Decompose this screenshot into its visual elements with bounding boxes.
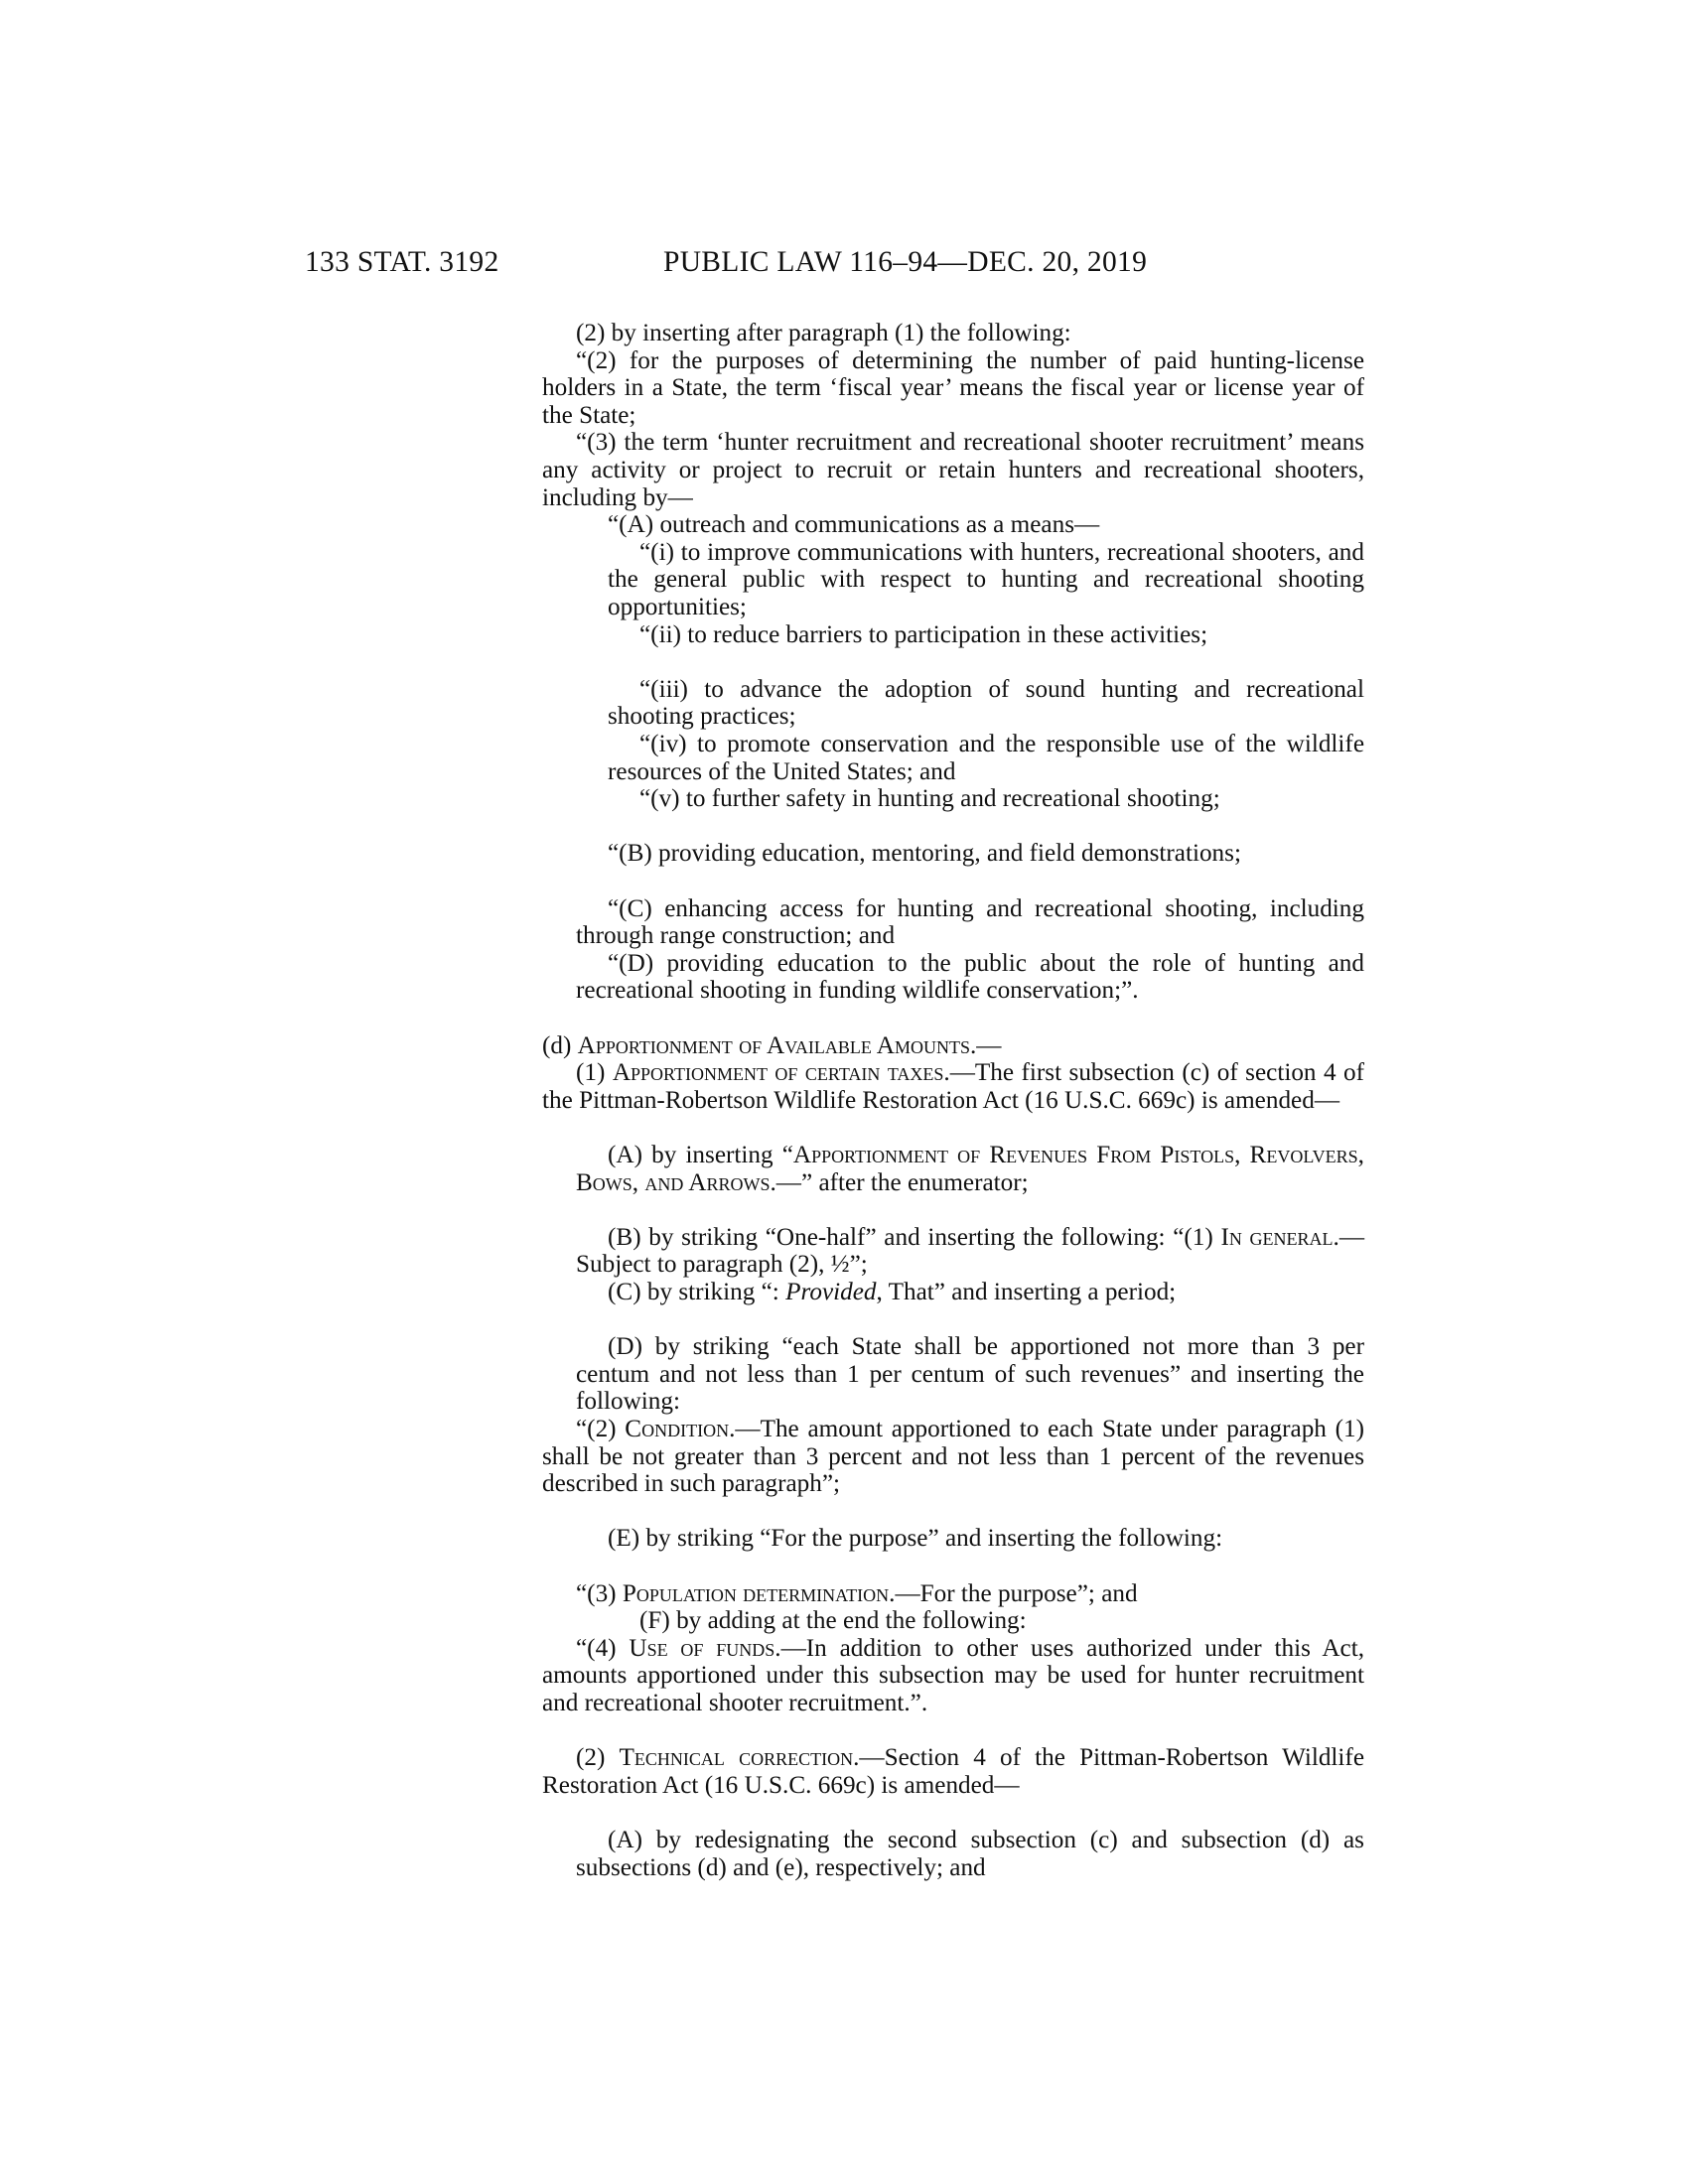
paragraph: (1) Apportionment of certain taxes.—The first subsection (c) of section 4 of the Pittman-Robertson Wildlife Restoration Act (16 U.S.C. 669c) is amended— [542, 1059, 1365, 1114]
paragraph: “(C) enhancing access for hunting and recreational shooting, including through range construction; and [576, 894, 1364, 950]
paragraph: “(iv) to promote conservation and the responsible use of the wildlife resources of the United States; and [608, 731, 1364, 785]
paragraph: (B) by striking “One-half” and inserting the following: “(1) In general.—Subject to paragraph (2), ½”; [576, 1223, 1365, 1279]
paragraph: (C) by striking “: Provided, That” and inserting a period; [608, 1279, 1177, 1305]
paragraph: (F) by adding at the end the following: [639, 1607, 1027, 1635]
page-header [0, 246, 1688, 286]
paragraph: (2) Technical correction.—Section 4 of the Pittman-Robertson Wildlife Restoration Act (16 U.S.C. 669c) is amended— [542, 1744, 1364, 1799]
paragraph: “(D) providing education to the public about the role of hunting and recreational shooting in funding wildlife conservation;”. [576, 949, 1364, 1005]
paragraph: “(B) providing education, mentoring, and field demonstrations; [608, 840, 1241, 868]
paragraph: “(iii) to advance the adoption of sound hunting and recreational shooting practices; [608, 675, 1364, 731]
paragraph: “(3) the term ‘hunter recruitment and recreational shooter recruitment’ means any activity or project to recruit or retain hunters and recreational shooters, including by— [542, 429, 1364, 511]
paragraph: (2) by inserting after paragraph (1) the following: [576, 320, 1071, 346]
statute-page-number: 133 STAT. 3192 [305, 246, 499, 278]
paragraph: “(2) Condition.—The amount apportioned to each State under paragraph (1) shall be not greater than 3 percent and not less than 1 percent of the revenues described in such paragraph”; [542, 1416, 1364, 1498]
paragraph: “(v) to further safety in hunting and recreational shooting; [639, 785, 1220, 813]
paragraph: (A) by redesignating the second subsection (c) and subsection (d) as subsections (d) and (e), respectively; and [576, 1827, 1364, 1881]
paragraph: (E) by striking “For the purpose” and inserting the following: [608, 1525, 1223, 1553]
paragraph: (D) by striking “each State shall be apportioned not more than 3 per centum and not less than 1 per centum of such revenues” and inserting the following: [576, 1333, 1364, 1416]
paragraph: “(2) for the purposes of determining the number of paid hunting-license holders in a State, the term ‘fiscal year’ means the fiscal year or license year of the State; [542, 346, 1364, 429]
paragraph: “(A) outreach and communications as a means— [608, 511, 1100, 539]
paragraph: “(i) to improve communications with hunters, recreational shooters, and the general public with respect to hunting and recreational shooting opportunities; [608, 538, 1364, 620]
paragraph: “(3) Population determination.—For the purpose”; and [576, 1579, 1138, 1607]
subsection-heading: (d) Apportionment of Available Amounts.— [542, 1031, 1002, 1059]
paragraph: “(4) Use of funds.—In addition to other uses authorized under this Act, amounts apportioned under this subsection may be used for hunter recruitment and recreational shooter recruitment.”. [542, 1634, 1364, 1716]
paragraph: (A) by inserting “Apportionment of Revenues From Pistols, Revolvers, Bows, and Arrows.—” after the enumerator; [576, 1142, 1364, 1196]
paragraph: “(ii) to reduce barriers to participation in these activities; [639, 620, 1208, 648]
running-head: PUBLIC LAW 116–94—DEC. 20, 2019 [663, 246, 1148, 278]
